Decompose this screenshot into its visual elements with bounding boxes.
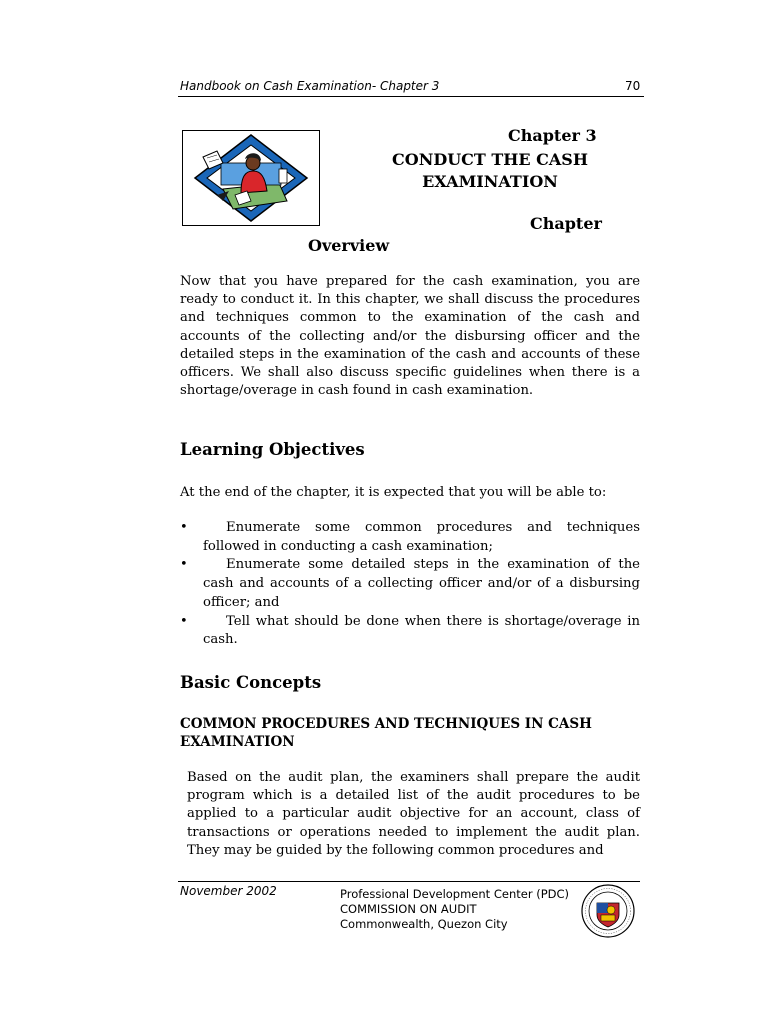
list-item: • Enumerate some detailed steps in the examination of the cash and accounts of a collecting officer and/or of a disbursing officer; and	[180, 557, 640, 610]
list-item: • Enumerate some common procedures and techniques followed in conducting a cash examination;	[180, 520, 640, 554]
page-number: 70	[625, 79, 641, 93]
footer-org-line: Professional Development Center (PDC)	[340, 887, 569, 901]
intro-paragraph: Now that you have prepared for the cash examination, you are ready to conduct it. In this chapter, we shall discuss the procedures and techniques common to the examination of the cash and accounts of the collecting and/or the disbursing officer and the detailed steps in the examination of the cash and accounts of these officers. We shall also discuss specific guidelines when there is a shortage/overage in cash found in cash examination.	[180, 274, 640, 399]
bullet-icon: •	[180, 613, 188, 629]
footer-date: November 2002	[180, 884, 277, 898]
person-at-desk-icon	[183, 131, 319, 225]
footer-organization	[340, 887, 569, 932]
footer-org-line: Commonwealth, Quezon City	[340, 917, 508, 931]
header-title: Handbook on Cash Examination- Chapter 3	[180, 79, 440, 93]
learning-objectives-heading: Learning Objectives	[180, 440, 365, 459]
bullet-icon: •	[180, 557, 188, 573]
audit-plan-paragraph: Based on the audit plan, the examiners shall prepare the audit program which is a detailed list of the audit procedures to be applied to a particular audit objective for an account, class of transactions or operations needed to implement the audit plan. They may be guided by the following common procedures and	[187, 770, 640, 858]
header-divider	[178, 96, 644, 97]
commission-seal-icon	[580, 883, 636, 939]
common-procedures-subheading: COMMON PROCEDURES AND TECHNIQUES IN CASH EXAMINATION	[180, 716, 592, 750]
list-item: • Tell what should be done when there is shortage/overage in cash.	[180, 613, 640, 648]
bullet-icon: •	[180, 520, 188, 535]
basic-concepts-heading: Basic Concepts	[180, 673, 322, 692]
overview-heading-part2: Overview	[308, 236, 390, 255]
chapter-clipart	[182, 130, 320, 226]
objectives-intro: At the end of the chapter, it is expected that you will be able to:	[180, 485, 607, 500]
footer-org-line: COMMISSION ON AUDIT	[340, 902, 477, 916]
footer-divider	[178, 881, 640, 882]
objectives-list	[180, 519, 640, 650]
overview-heading-part1: Chapter	[530, 214, 602, 233]
chapter-title: CONDUCT THE CASH EXAMINATION	[392, 150, 588, 191]
chapter-label: Chapter 3	[508, 126, 597, 145]
